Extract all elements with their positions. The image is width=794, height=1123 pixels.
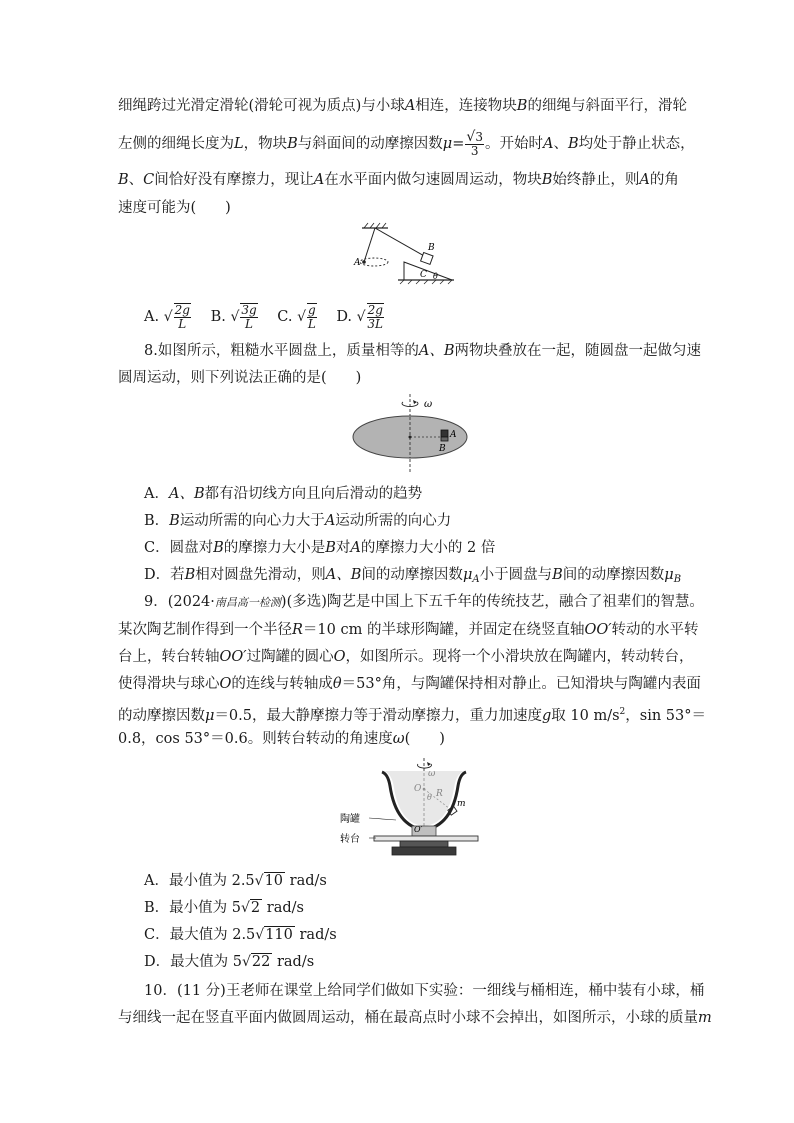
q9-line-2: 某次陶艺制作得到一个半径R＝10 cm 的半球形陶罐，并固定在绕竖直轴OO′转动的水平转 (118, 622, 699, 638)
fig-omega: ω (424, 399, 433, 410)
q9-line-6: 0.8，cos 53°＝0.6。则转台转动的角速度ω( ) (118, 731, 445, 747)
q7-option-b[interactable]: B. √ $\frac{3g}{L}$ (210, 303, 257, 331)
fig-label-jar: 陶罐 (340, 814, 360, 825)
q7-incline-figure (340, 222, 460, 288)
fig-label-b: B (428, 243, 435, 253)
q9-line-4: 使得滑块与球心O的连线与转轴成θ＝53°角，与陶罐保持相对静止。已知滑块与陶罐内表面 (118, 676, 701, 692)
q8-option-c[interactable]: C．圆盘对B的摩擦力大小是B对A的摩擦力大小的 2 倍 (144, 540, 496, 556)
fig-label-oprime: O′ (414, 825, 423, 834)
source-tag: 南昌高一检测 (214, 596, 281, 609)
q7-line-1: 细绳跨过光滑定滑轮(滑轮可视为质点)与小球A相连，连接物块B的细绳与斜面平行，滑轮 (118, 98, 687, 114)
block-a (441, 430, 448, 437)
fig-label-c: C (420, 270, 427, 280)
q9-line-1: 9．(2024·南昌高一检测)(多选)陶艺是中国上下五千年的传统技艺，融合了祖辈们的智慧。 (144, 594, 704, 610)
q7-options (144, 302, 399, 332)
mu-fraction: $\frac{√3}{3}$ (466, 128, 483, 158)
q7-option-d[interactable]: D. √ $\frac{2g}{3L}$ (336, 303, 384, 331)
q8-line-2: 圆周运动，则下列说法正确的是( ) (118, 370, 362, 386)
q10-line-1: 10．(11 分)王老师在课堂上给同学们做如下实验：一细线与桶相连，桶中装有小球，桶 (144, 983, 705, 999)
q7-line-4: 速度可能为( ) (118, 200, 231, 216)
q8-disk-figure (348, 392, 478, 476)
q9-option-a[interactable]: A．最小值为 2.5√10 rad/s (144, 873, 327, 889)
q9-option-d[interactable]: D．最大值为 5√22 rad/s (144, 954, 315, 970)
q9-bowl-figure (336, 756, 486, 864)
block-b (441, 437, 448, 441)
q9-line-5: 的动摩擦因数μ＝0.5，最大静摩擦力等于滑动摩擦力，重力加速度g取 10 $m/s^2$，sin 53°＝ (118, 707, 707, 724)
fig-label-b: B (439, 444, 446, 454)
fig-label-m: m (457, 799, 466, 809)
fig-label-a: A (450, 430, 457, 440)
q7-line-3: B、C间恰好没有摩擦力，现让A在水平面内做匀速圆周运动，物块B始终静止，则A的角 (118, 172, 679, 188)
q8-option-d[interactable]: D．若B相对圆盘先滑动，则A、B间的动摩擦因数$\mu_A$小于圆盘与B间的动摩擦因数$\mu_B$ (144, 567, 682, 585)
q7-option-a[interactable]: A. √ $\frac{2g}{L}$ (144, 303, 190, 331)
q8-option-a[interactable]: A．A、B都有沿切线方向且向后滑动的趋势 (144, 486, 423, 502)
q9-option-b[interactable]: B．最小值为 5√2 rad/s (144, 900, 304, 916)
fig-label-a: A (354, 258, 361, 268)
q7-line-2: 左侧的细绳长度为L，物块B与斜面间的动摩擦因数μ= $\frac{√3}{3}$ 。开始时A、B均处于静止状态， (118, 128, 695, 158)
q10-line-2: 与细线一起在竖直平面内做圆周运动，桶在最高点时小球不会掉出，如图所示，小球的质量m (118, 1010, 712, 1026)
q7-option-c[interactable]: C. √ $\frac{g}{L}$ (277, 303, 316, 331)
q8-line-1: 8.如图所示，粗糙水平圆盘上，质量相等的A、B两物块叠放在一起，随圆盘一起做匀速 (144, 343, 701, 359)
fig-label-theta: θ (433, 272, 438, 281)
q9-option-c[interactable]: C．最大值为 2.5√110 rad/s (144, 927, 337, 943)
q9-line-3: 台上，转台转轴OO′过陶罐的圆心O，如图所示。现将一个小滑块放在陶罐内，转动转台， (118, 649, 694, 665)
fig-label-table: 转台 (340, 834, 360, 845)
q8-option-b[interactable]: B．B运动所需的向心力大于A运动所需的向心力 (144, 513, 452, 529)
